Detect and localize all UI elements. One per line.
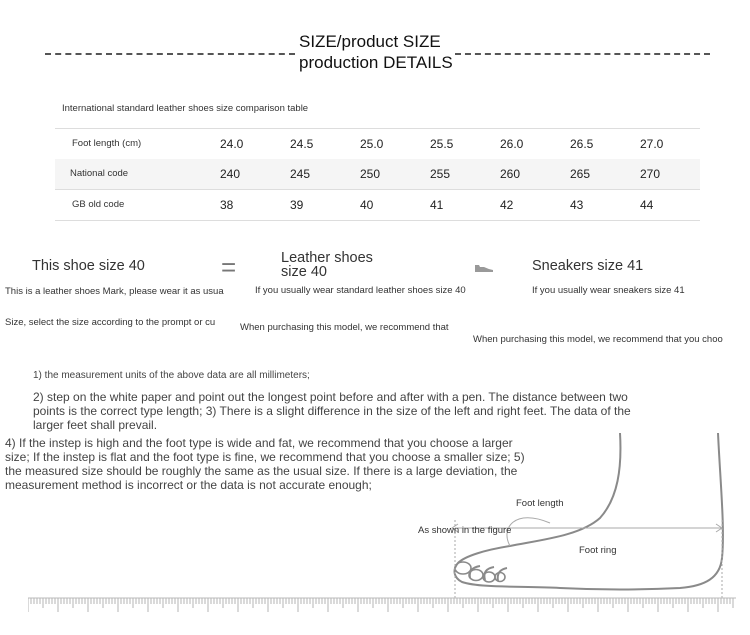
foot-outline bbox=[455, 433, 723, 590]
this-shoe-size-label: This shoe size 40 bbox=[32, 258, 145, 274]
middle-desc-line1: If you usually wear standard leather shoes size 40 bbox=[255, 285, 466, 296]
note-2-line3: larger feet shall prevail. bbox=[33, 418, 158, 432]
note-2 bbox=[33, 390, 653, 432]
table-cell: 27.0 bbox=[640, 137, 664, 151]
as-shown-label: As shown in the figure bbox=[418, 525, 512, 536]
row-label: Foot length (cm) bbox=[72, 138, 142, 149]
left-desc-line2: Size, select the size according to the prompt or cu bbox=[5, 317, 216, 328]
page-title-line2: production DETAILS bbox=[299, 53, 453, 72]
table-cell: 41 bbox=[430, 198, 444, 212]
leather-shoes-label-line1: Leather shoes bbox=[281, 250, 373, 266]
table-cell: 26.0 bbox=[500, 137, 524, 151]
middle-desc-line2: When purchasing this model, we recommend that bbox=[240, 322, 449, 333]
table-row-gb-old-code bbox=[55, 190, 700, 221]
table-caption: International standard leather shoes size comparison table bbox=[62, 103, 309, 114]
foot-ring-label: Foot ring bbox=[579, 545, 617, 556]
note-2-line2: points is the correct type length; 3) There is a slight difference in the size of the left and right feet. The data of the bbox=[33, 404, 631, 418]
right-desc-line1: If you usually wear sneakers size 41 bbox=[532, 285, 685, 296]
table-cell: 245 bbox=[290, 167, 311, 181]
table-cell: 25.0 bbox=[360, 137, 384, 151]
note-4-line1: 4) If the instep is high and the foot type is wide and fat, we recommend that you choose a larger bbox=[5, 436, 513, 450]
leather-shoes-label-line2: size 40 bbox=[281, 264, 327, 280]
table-cell: 240 bbox=[220, 167, 241, 181]
shoe-icon bbox=[474, 260, 494, 270]
table-cell: 24.5 bbox=[290, 137, 314, 151]
table-cell: 40 bbox=[360, 198, 374, 212]
note-2-line1: 2) step on the white paper and point out the longest point before and after with a pen. The distance between two bbox=[33, 390, 628, 404]
table-cell: 255 bbox=[430, 167, 451, 181]
header-rule-right bbox=[455, 53, 710, 55]
row-label: National code bbox=[70, 168, 129, 179]
table-cell: 43 bbox=[570, 198, 584, 212]
right-desc-line2: When purchasing this model, we recommend that you choo bbox=[473, 334, 723, 345]
note-1: 1) the measurement units of the above data are all millimeters; bbox=[33, 370, 310, 381]
table-cell: 38 bbox=[220, 198, 234, 212]
table-row-national-code bbox=[55, 159, 700, 190]
sneakers-size-label: Sneakers size 41 bbox=[532, 258, 644, 274]
table-cell: 270 bbox=[640, 167, 661, 181]
table-cell: 250 bbox=[360, 167, 381, 181]
note-4-line4: measurement method is incorrect or the data is not accurate enough; bbox=[5, 478, 372, 492]
table-cell: 260 bbox=[500, 167, 521, 181]
foot-diagram bbox=[440, 428, 740, 603]
table-cell: 24.0 bbox=[220, 137, 244, 151]
table-cell: 42 bbox=[500, 198, 514, 212]
table-cell: 44 bbox=[640, 198, 654, 212]
foot-length-label: Foot length bbox=[516, 498, 564, 509]
table-cell: 26.5 bbox=[570, 137, 594, 151]
table-row-foot-length bbox=[55, 128, 700, 160]
note-4-line3: the measured size should be roughly the same as the usual size. If there is a large deviation, the bbox=[5, 464, 518, 478]
note-4-line2: size; If the instep is flat and the foot type is fine, we recommend that you choose a smaller size; 5) bbox=[5, 450, 525, 464]
table-cell: 265 bbox=[570, 167, 591, 181]
table-cell: 25.5 bbox=[430, 137, 454, 151]
table-cell: 39 bbox=[290, 198, 304, 212]
equals-sign: = bbox=[221, 252, 237, 282]
row-label: GB old code bbox=[72, 199, 125, 210]
left-desc-line1: This is a leather shoes Mark, please wear it as usua bbox=[5, 286, 224, 297]
page-title-line1: SIZE/product SIZE bbox=[299, 32, 441, 51]
header-rule-left bbox=[45, 53, 295, 55]
ruler-icon bbox=[28, 596, 736, 616]
